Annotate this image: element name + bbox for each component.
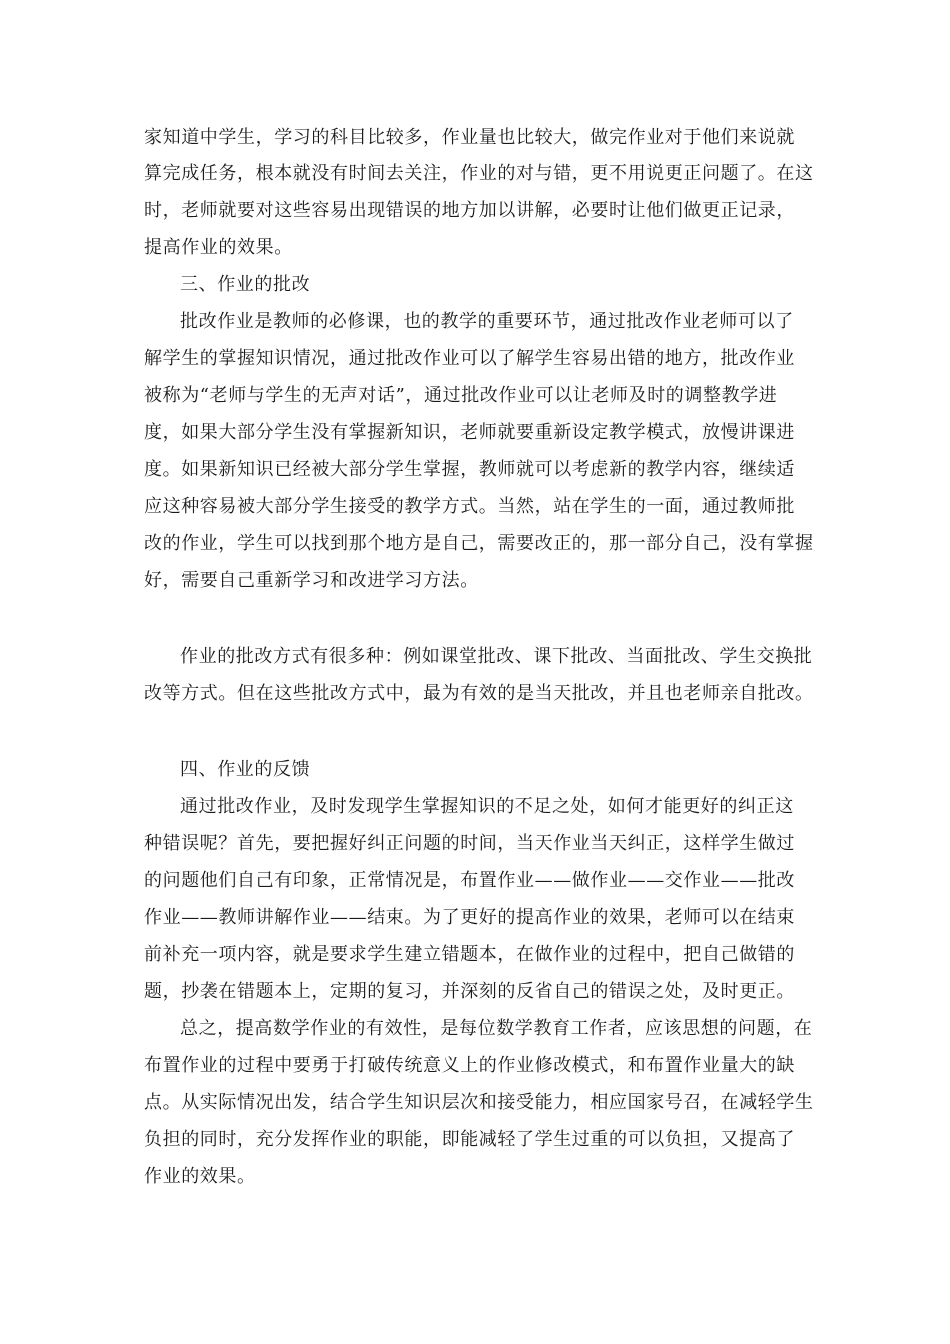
section-heading-4: 四、作业的反馈 (180, 759, 311, 780)
text-line: 点。从实际情况出发，结合学生知识层次和接受能力，相应国家号召，在减轻学生 (144, 1092, 814, 1113)
text-line: 种错误呢？首先，要把握好纠正问题的时间，当天作业当天纠正，这样学生做过 (144, 833, 795, 854)
text-line: 应这种容易被大部分学生接受的教学方式。当然，站在学生的一面，通过教师批 (144, 496, 795, 517)
text-line: 批改作业是教师的必修课，也的教学的重要环节，通过批改作业老师可以了 (180, 311, 794, 332)
text-line: 作业——教师讲解作业——结束。为了更好的提高作业的效果，老师可以在结束 (144, 907, 795, 928)
text-line: 家知道中学生，学习的科目比较多，作业量也比较大，做完作业对于他们来说就 (144, 127, 795, 148)
text-line: 被称为“老师与学生的无声对话”，通过批改作业可以让老师及时的调整教学进 (144, 385, 778, 406)
section-heading-3: 三、作业的批改 (180, 274, 311, 295)
text-line: 通过批改作业，及时发现学生掌握知识的不足之处，如何才能更好的纠正这 (180, 796, 794, 817)
text-line: 作业的批改方式有很多种：例如课堂批改、课下批改、当面批改、学生交换批 (180, 646, 813, 667)
text-line: 改的作业，学生可以找到那个地方是自己，需要改正的，那一部分自己，没有掌握 (144, 533, 814, 554)
text-line: 作业的效果。 (144, 1166, 256, 1187)
text-line: 的问题他们自己有印象，正常情况是，布置作业——做作业——交作业——批改 (144, 870, 795, 891)
text-line: 题，抄袭在错题本上，定期的复习，并深刻的反省自己的错误之处，及时更正。 (144, 981, 795, 1002)
text-line: 解学生的掌握知识情况，通过批改作业可以了解学生容易出错的地方，批改作业 (144, 348, 795, 369)
text-line: 改等方式。但在这些批改方式中，最为有效的是当天批改，并且也老师亲自批改。 (144, 683, 814, 704)
text-line: 时，老师就要对这些容易出现错误的地方加以讲解，必要时让他们做更正记录， (144, 200, 795, 221)
text-line: 度，如果大部分学生没有掌握新知识，老师就要重新设定教学模式，放慢讲课进 (144, 422, 795, 443)
text-line: 好，需要自己重新学习和改进学习方法。 (144, 570, 479, 591)
text-line: 算完成任务，根本就没有时间去关注，作业的对与错，更不用说更正问题了。在这 (144, 163, 814, 184)
text-line: 负担的同时，充分发挥作业的职能，即能减轻了学生过重的可以负担，又提高了 (144, 1129, 795, 1150)
text-line: 前补充一项内容，就是要求学生建立错题本，在做作业的过程中，把自己做错的 (144, 944, 795, 965)
text-line: 提高作业的效果。 (144, 237, 293, 258)
text-line: 度。如果新知识已经被大部分学生掌握，教师就可以考虑新的教学内容，继续适 (144, 459, 795, 480)
text-line: 布置作业的过程中要勇于打破传统意义上的作业修改模式，和布置作业量大的缺 (144, 1055, 795, 1076)
text-line: 总之，提高数学作业的有效性，是每位数学教育工作者，应该思想的问题，在 (180, 1018, 813, 1039)
